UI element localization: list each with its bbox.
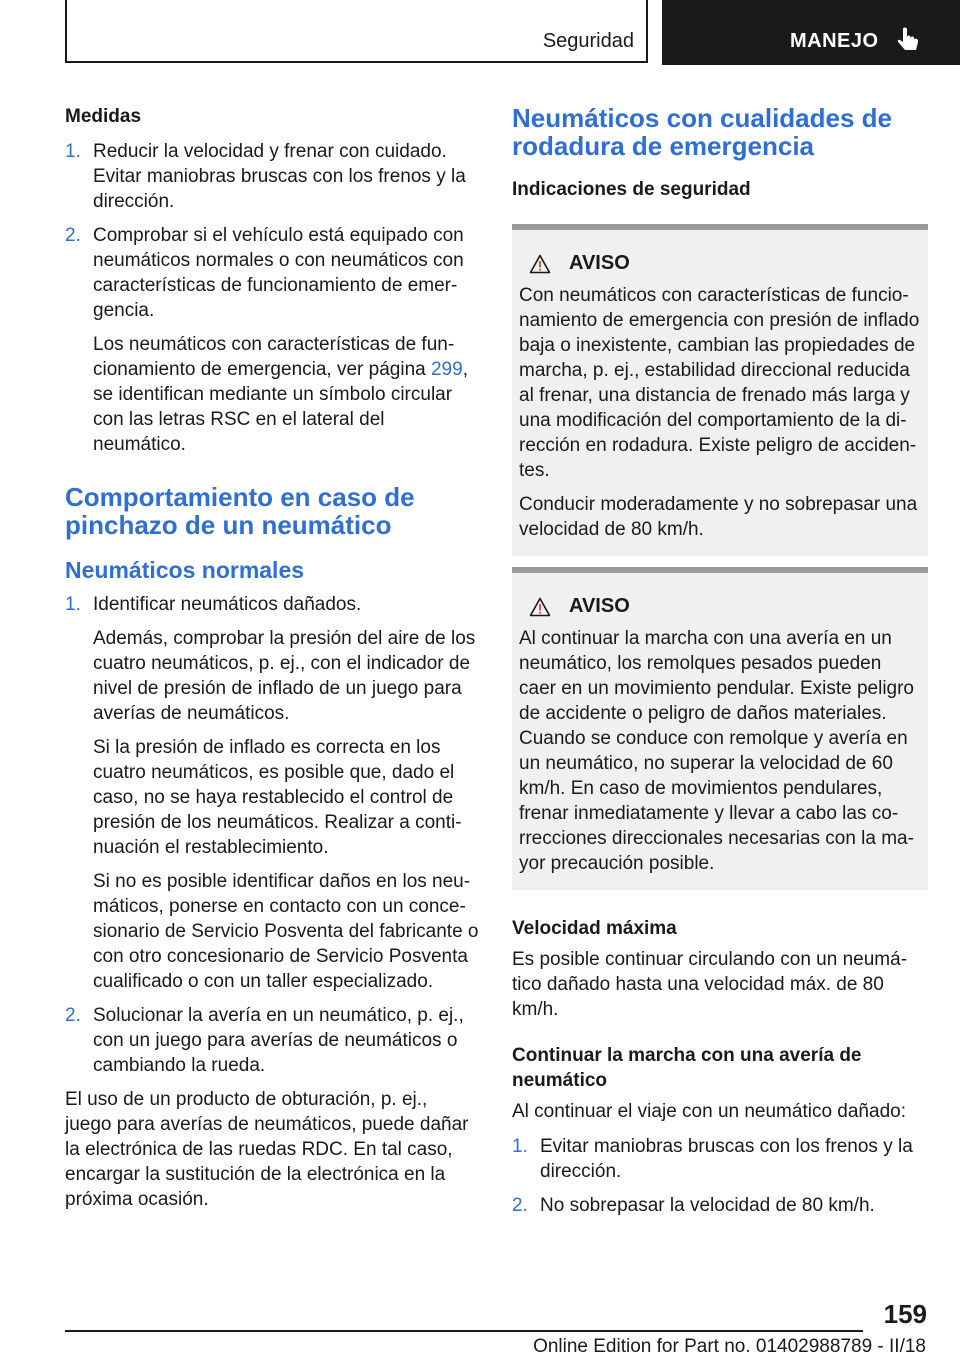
warning-title: AVISO bbox=[569, 595, 630, 617]
list-text: Solucionar la avería en un neumático, p. ej., con un juego para averías de neumáticos o cambiando la rueda. bbox=[93, 1005, 464, 1076]
page-number: 159 bbox=[883, 1299, 927, 1329]
section-tab bbox=[65, 0, 648, 63]
warning-box bbox=[512, 567, 928, 890]
list-text: Identificar neumáticos dañados. bbox=[93, 594, 362, 615]
closing-paragraph: El uso de un producto de obturación, p. ej., juego para averías de neumáticos, puede dañar la electrónica de las ruedas RDC. En tal caso, encargar la sustitución de la electrónica en la próxima ocasión. bbox=[65, 1089, 469, 1210]
warning-box bbox=[512, 224, 928, 556]
hand-pointer-icon bbox=[894, 26, 924, 56]
warning-triangle-icon bbox=[529, 597, 551, 617]
speed-heading: Velocidad máxima bbox=[512, 918, 677, 939]
list-number: 1. bbox=[65, 594, 81, 615]
list-paragraph: Si la presión de inflado es correcta en los cuatro neumáticos, es posible que, dado el caso, no se haya restablecido el control de presión de los neumáticos. Realizar a continuación el restablecimiento. bbox=[93, 737, 462, 858]
list-text: Reducir la velocidad y frenar con cuidado. Evitar maniobras bruscas con los frenos y la dirección. bbox=[93, 141, 466, 212]
list-text: Evitar maniobras bruscas con los frenos y la dirección. bbox=[540, 1136, 913, 1182]
warning-text: Al continuar la marcha con una avería en un neumático, los remolques pesados pueden caer en un movimiento pendular. Existe peligro de accidente o peligro de daños materiales. Cuando se conduce con remolque y avería en un neumático, no superar la velocidad de 60 km/h. En caso de movimientos pendulares, frenar inmediatamente y llevar a cabo las correcciones direccionales necesarias con la mayor precaución posible. bbox=[519, 628, 915, 874]
safety-heading: Indicaciones de seguridad bbox=[512, 179, 751, 200]
chapter-tab bbox=[662, 0, 960, 65]
list-number: 2. bbox=[65, 225, 81, 246]
warning-triangle-icon bbox=[529, 254, 551, 274]
list-paragraph: Además, comprobar la presión del aire de los cuatro neumáticos, p. ej., con el indicador de nivel de presión de inflado de un juego para averías de neumáticos. bbox=[93, 628, 476, 724]
rsc-paragraph: Los neumáticos con características de funcionamiento de emergencia, ver página 299, se identifican mediante un símbolo circular con las letras RSC en el lateral del neumático. bbox=[93, 334, 468, 455]
page-link[interactable]: 299 bbox=[430, 359, 463, 380]
page-header bbox=[0, 0, 960, 66]
list-text: Comprobar si el vehículo está equipado con neumáticos normales o con neumáticos con características de funcionamiento de emergencia. bbox=[93, 225, 464, 321]
continue-text: Al continuar el viaje con un neumático dañado: bbox=[512, 1101, 906, 1122]
footer-divider bbox=[65, 1330, 863, 1332]
subsection-heading: Neumáticos normales bbox=[65, 557, 305, 583]
warning-text: Conducir moderadamente y no sobrepasar una velocidad de 80 km/h. bbox=[519, 494, 918, 540]
section-title: Seguridad bbox=[542, 30, 634, 52]
right-column bbox=[512, 104, 928, 1218]
warning-header bbox=[519, 595, 922, 618]
list-item bbox=[65, 223, 479, 457]
warning-title: AVISO bbox=[569, 252, 630, 274]
warning-header bbox=[519, 252, 922, 275]
list-paragraph: Si no es posible identificar daños en los neumáticos, ponerse en contacto con un concesionario de Servicio Posventa del fabricante o con otro concesionario de Servicio Posventa cualificado o con un taller especializado. bbox=[93, 871, 479, 992]
warning-text: Con neumáticos con características de funcionamiento de emergencia con presión de inflado baja o inexistente, cambian las propiedades de marcha, p. ej., estabilidad direccional reducida al frenar, una distancia de frenado más larga y una modificación del comportamiento de la dirección en rodadura. Existe peligro de accidentes. bbox=[519, 285, 920, 481]
continue-heading: Continuar la marcha con una avería de neumático bbox=[512, 1045, 862, 1091]
list-item bbox=[65, 1003, 479, 1078]
list-number: 1. bbox=[65, 141, 81, 162]
list-number: 2. bbox=[512, 1195, 528, 1216]
list-item bbox=[65, 592, 479, 994]
list-text: No sobrepasar la velocidad de 80 km/h. bbox=[540, 1195, 875, 1216]
chapter-title: MANEJO bbox=[790, 30, 879, 52]
list-number: 1. bbox=[512, 1136, 528, 1157]
speed-text: Es posible continuar circulando con un neumático dañado hasta una velocidad máx. de 80 km/h. bbox=[512, 949, 908, 1020]
list-item bbox=[512, 1193, 928, 1218]
list-item bbox=[65, 139, 479, 214]
measures-heading: Medidas bbox=[65, 106, 142, 127]
section-heading: Comportamiento en caso de pinchazo de un neumático bbox=[65, 482, 415, 540]
section-heading: Neumáticos con cualidades de rodadura de emergencia bbox=[512, 103, 893, 161]
edition-text: Online Edition for Part no. 01402988789 - II/18 bbox=[533, 1336, 926, 1357]
left-column bbox=[65, 104, 479, 1212]
list-item bbox=[512, 1134, 928, 1184]
list-number: 2. bbox=[65, 1005, 81, 1026]
